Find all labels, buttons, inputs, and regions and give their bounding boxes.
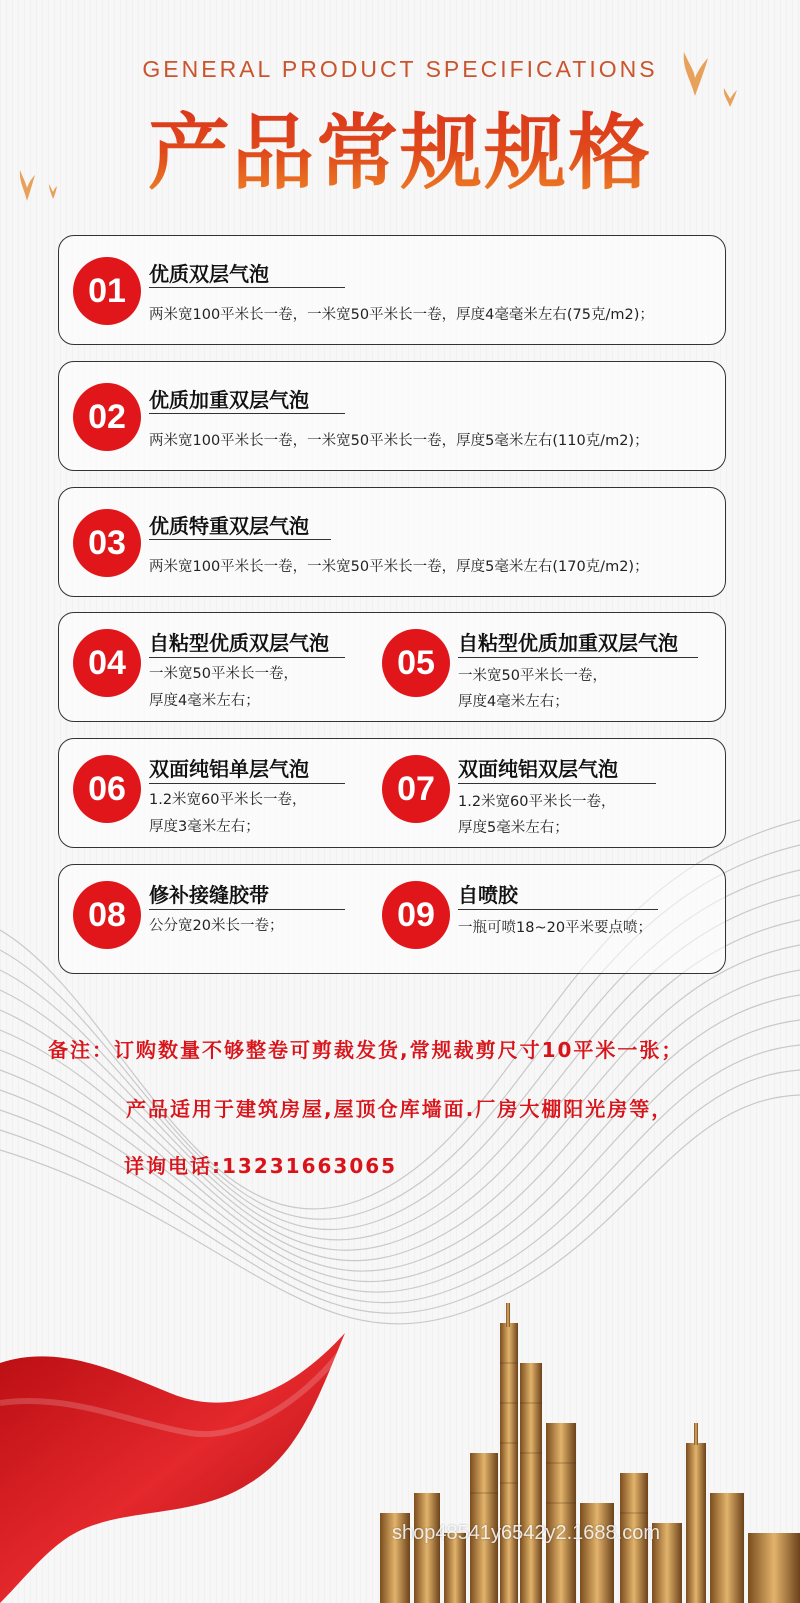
number-badge: 08 [73,881,141,949]
product-desc-line1: 一米宽50平米长一卷， [458,668,607,684]
product-desc-line2: 厚度5毫米左右； [458,820,569,836]
title-underline [149,413,345,414]
red-silk-decoration [0,1333,360,1603]
title-underline [149,657,345,658]
product-title: 修补接缝胶带 [149,883,269,907]
product-title: 自喷胶 [458,883,518,907]
city-skyline-decoration [380,1303,800,1603]
product-title: 自粘型优质双层气泡 [149,631,329,655]
title-underline [458,783,656,784]
product-card-03 [58,487,726,597]
number-badge: 03 [73,509,141,577]
product-desc-line2: 厚度3毫米左右； [149,819,260,835]
product-desc: 两米宽100平米长一卷，一米宽50平米长一卷，厚度4毫毫米左右(75克/m2)； [149,307,654,323]
product-card-01 [58,235,726,345]
number-badge: 09 [382,881,450,949]
product-desc-line1: 1.2米宽60平米长一卷， [458,794,616,810]
title-underline [458,909,658,910]
product-card-02 [58,361,726,471]
number-badge: 01 [73,257,141,325]
product-desc: 两米宽100平米长一卷，一米宽50平米长一卷，厚度5毫米左右(170克/m2)； [149,559,649,575]
product-card-06-07 [58,738,726,848]
product-title: 优质双层气泡 [149,262,269,286]
note-line-2: 产品适用于建筑房屋,屋顶仓库墙面.厂房大棚阳光房等， [126,1097,674,1121]
product-title: 优质加重双层气泡 [149,388,309,412]
title-underline [149,539,331,540]
number-badge: 07 [382,755,450,823]
product-desc-line2: 厚度4毫米左右； [149,693,260,709]
product-desc-line2: 厚度4毫米左右； [458,694,569,710]
product-desc-line1: 一米宽50平米长一卷， [149,666,298,682]
shop-watermark: shop48541y6542y2.1688.com [392,1522,660,1544]
page-title: 产品常规规格 [0,88,800,205]
product-desc-line1: 公分宽20米长一卷； [149,918,284,934]
product-card-08-09 [58,864,726,974]
number-badge: 04 [73,629,141,697]
number-badge: 06 [73,755,141,823]
title-underline [149,909,345,910]
number-badge: 02 [73,383,141,451]
product-desc-line1: 一瓶可喷18~20平米要点喷； [458,920,653,936]
title-underline [149,287,345,288]
product-title: 双面纯铝单层气泡 [149,757,309,781]
product-title: 双面纯铝双层气泡 [458,757,618,781]
product-desc-line1: 1.2米宽60平米长一卷， [149,792,307,808]
product-title: 优质特重双层气泡 [149,514,309,538]
note-line-1: 备注：订购数量不够整卷可剪裁发货,常规裁剪尺寸10平米一张； [48,1038,684,1062]
note-line-3: 详询电话:13231663065 [124,1154,398,1178]
title-underline [149,783,345,784]
product-card-04-05 [58,612,726,722]
product-title: 自粘型优质加重双层气泡 [458,631,678,655]
title-underline [458,657,698,658]
product-desc: 两米宽100平米长一卷，一米宽50平米长一卷，厚度5毫米左右(110克/m2)； [149,433,649,449]
number-badge: 05 [382,629,450,697]
header-subtitle: GENERAL PRODUCT SPECIFICATIONS [142,56,658,82]
